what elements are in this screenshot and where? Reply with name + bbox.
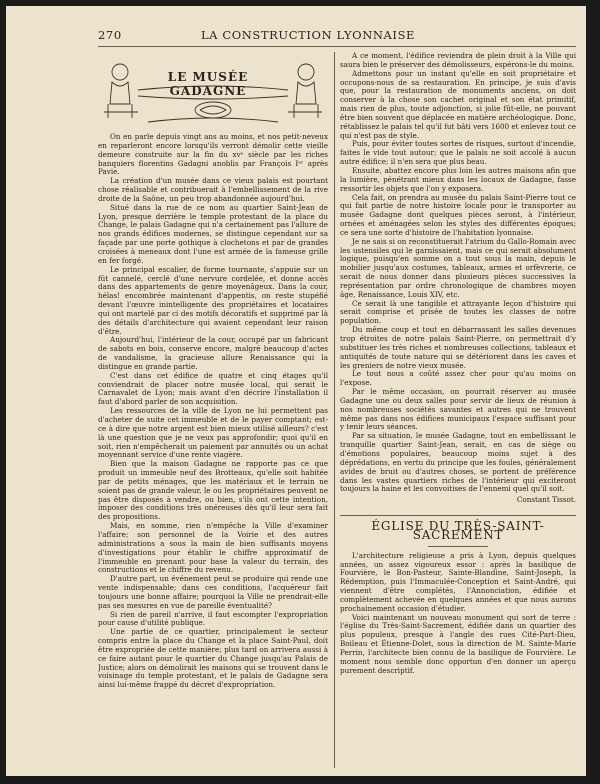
paragraph: Le principal escalier, de forme tournante, s'appuie sur un fût cannelé, cerclé d'une nervure cordelée, et donne accès dans des appartements de genre moyenâgeux. Dans la cour, hélas! encombrée maintenant d'appentis, on reste stupéfié devant l'œuvre inintelligente des propriétaires et locataires qui ont martelé par ci des motifs décoratifs et supprimé par là des détails d'architecture qui avaient cependant leur raison d'être.	[98, 264, 328, 336]
paragraph: Cela fait, on prendra au musée du palais Saint-Pierre tout ce qui fait partie de notre histoire locale pour le transporter au musée Gadagne dont quelques pièces seront, à l'intérieur, ornées et aménagées selon les styles des différentes époques; ce sera une sorte d'histoire de l'habitation lyonnaise.	[340, 192, 576, 237]
left-column	[98, 133, 328, 768]
paragraph: D'autre part, un événement peut se produire qui rende une vente indispensable; dans ces conditions, l'acquéreur fait toujours une bonne affaire; pourquoi la Ville ne prendrait-elle pas ses mesures en vue de pareille éventualité?	[98, 574, 328, 610]
paragraph: Admettons pour un instant qu'elle en soit propriétaire et occupons-nous de sa restauration. En principe, je suis d'avis que, pour la restauration de monuments anciens, on doit conserver à la chose son cachet original et son état primitif, mais rien de plus, toute adjonction, si jolie fût-elle, ne pouvant être bien souvent que déplacée en matière archéologique. Donc, rétablissez le palais tel qu'il fut bâti vers 1600 et enlevez tout ce qui n'est pas de style.	[340, 68, 576, 140]
paragraph: C'est dans cet édifice de quatre et cinq étages qu'il conviendrait de placer notre musée local, qui serait le Carnavalet de Lyon; mais avant d'en décrire l'installation il faut d'abord parler de son acquisition.	[98, 370, 328, 407]
article-banner	[98, 52, 328, 130]
paragraph: Aujourd'hui, l'intérieur de la cour, occupé par un fabricant de sabots en bois, conserve encore, malgré beaucoup d'actes de vandalisme, la gracieuse allure Renaissance qui la distingue en grande partie.	[98, 335, 328, 371]
paragraph: Situé dans la rue de ce nom au quartier Saint-Jean de Lyon, presque derrière le temple protestant de la place du Change, le palais Gadagne qui n'a certainement pas l'allure de nos grands édifices modernes, se distingue cependant sur sa façade par une porte gothique à clochetons et par de grandes croisées à meneaux dont l'une est armée de la fameuse grille en fer forgé.	[98, 202, 328, 265]
paragraph: Puis, pour éviter toutes sortes de risques, surtout d'incendie, faites le vide tout autour; que le palais ne soit accolé à aucun autre édifice; il n'en sera que plus beau.	[340, 139, 576, 167]
section-title: ÉGLISE DU TRÈS-SAINT-SACREMENT	[340, 515, 576, 540]
paragraph: Si rien de pareil n'arrive, il faut escompter l'expropriation pour cause d'utilité publique.	[98, 609, 328, 628]
journal-page	[6, 6, 586, 776]
paragraph: Les ressources de la ville de Lyon ne lui permettent pas d'acheter de suite cet immeuble et de le payer comptant; est-ce à dire que notre argent est bien mieux utilisé ailleurs? c'est là une question que je ne veux pas approfondir; quoi qu'il en soit, rien n'empêcherait un paiement par annuités ou un achat moyennant service d'une rente viagère.	[98, 406, 328, 460]
column-divider	[334, 52, 335, 768]
paragraph: La création d'un musée dans ce vieux palais est pourtant chose réalisable et contribuerait à l'embellissement de la rive droite de la Saône, un peu trop abandonnée aujourd'hui.	[98, 176, 328, 203]
paragraph: Une partie de ce quartier, principalement le secteur compris entre la place du Change et la place Saint-Paul, doit être expropriée de cette manière; plus tard on arrivera aussi à ce faire autant pour le quartier du Change jusqu'au Palais de Justice; alors on démolirait les maisons qui se trouvent dans le voisinage du temple protestant, et le palais de Gadagne sera ainsi lui-même frappé du décret d'expropriation.	[98, 627, 328, 690]
article-signature	[340, 496, 576, 505]
paragraph: On en parle depuis vingt ans au moins, et nos petit-neveux en reparleront encore lorsqu'ils verront démolir cette vieille demeure construite sur la fin du xvᵉ siècle par les riches banquiers florentins Gadagni anoblis par François Iᵉʳ après Pavie.	[98, 133, 328, 177]
article-title: LE MUSÉE GADAGNE	[167, 70, 249, 98]
paragraph: L'architecture religieuse a pris à Lyon, depuis quelques années, un assez vigoureux essor : après la basilique de Fourvière, le Bon-Pasteur, Sainte-Blandine, Saint-Joseph, la Rédemption, puis l'Immaculée-Conception et Saint-André, qui viennent d'être complétés, l'Annonciation, édifiée et complètement achevée en quelques années et que nous aurons prochainement occasion d'étudier.	[340, 550, 576, 613]
paragraph: Ce serait là une tangible et attrayante leçon d'histoire qui serait comprise et prisée de toutes les classes de notre population.	[340, 298, 576, 326]
paragraph: Mais, en somme, rien n'empêche la Ville d'examiner l'affaire; son personnel de la Voirie et des autres administrations a sous la main de bien suffisants moyens d'investigations pour établir le chiffre approximatif de l'immeuble en prenant pour base la valeur du terrain, des constructions et le chiffre du revenu.	[98, 521, 328, 575]
article1-continuation	[340, 52, 576, 494]
right-column	[340, 52, 576, 768]
section-title-rule	[428, 546, 488, 547]
page-header	[98, 28, 578, 44]
paragraph: Je ne sais si on reconstituerait l'atrium du Gallo-Romain avec les ustensiles qui le garnissaient, mais ce qui serait absolument logique, puisqu'en somme on a tout sous la main, depuis le mobilier jusqu'aux costumes, tableaux, armes et orfèvrerie, ce serait de nous donner dans plusieurs pièces successives la représentation par ordre chronologique de chambres moyen âge, Renaissance, Louis XIV, etc.	[340, 236, 576, 299]
paragraph: Du même coup et tout en débarrassant les salles devenues trop étroites de notre palais Saint-Pierre, on permettrait d'y substituer les très riches et nombreuses collections, tableaux et antiquités de toute nature qui se détériorent dans les caves et les greniers de notre vieux musée.	[340, 325, 576, 370]
paragraph: Par le même occasion, on pourrait réserver au musée Gadagne une ou deux salles pour servir de lieux de réunion à nos nombreuses sociétés savantes et autres qui ne trouvent même pas dans nos édifices municipaux l'espace suffisant pour y tenir leurs séances.	[340, 387, 576, 432]
paragraph: Voici maintenant un nouveau monument qui sort de terre : l'église du Très-Saint-Sacrement, édifiée dans un quartier des plus populeux, presque à l'angle des rues Cité-Part-Dieu, Boileau et Étienne-Dolet, sous la direction de M. Sainte-Marie Perrin, l'architecte bien connu de la basilique de Fourvière. Le moment nous semble donc opportun d'en donner un aperçu purement descriptif.	[340, 612, 576, 675]
paragraph: Le tout nous a coûté assez cher pour qu'au moins on l'expose.	[340, 369, 576, 388]
paragraph: Ensuite, abattez encore plus loin les autres maisons afin que la lumière, pénétrant mieux dans les locaux de Gadagne, fasse ressortir les objets que l'on y exposera.	[340, 165, 576, 193]
header-rule	[98, 46, 576, 47]
paragraph: Par sa situation, le musée Gadagne, tout en embellissant le tranquille quartier Saint-Jean, serait, en cas de siège ou d'émotions populaires, beaucoup moins sujet à des déprédations, en vertu du principe que les foules, généralement avides de bruit ou d'autres choses, se portent de préférence dans les vastes quartiers riches de l'intérieur qui exciteront toujours la haine et les convoitises de l'ennemi quel qu'il soit.	[340, 431, 576, 494]
paragraph: Bien que la maison Gadagne ne rapporte pas ce que produit un immeuble neuf des Brotteaux, qu'elle soit habitée par de petits ménages, que les matériaux et le terrain ne soient pas de grande valeur, le ou les propriétaires peuvent ne pas être disposés à vendre, ou bien, s'ils ont cette intention, imposer des conditions très onéreuses dès qu'il leur sera fait des propositions.	[98, 459, 328, 522]
page-number: 270	[98, 28, 122, 42]
journal-title: LA CONSTRUCTION LYONNAISE	[200, 28, 416, 42]
article2-body	[340, 552, 576, 676]
paragraph: A ce moment, l'édifice reviendra de plein droit à la Ville qui saura bien le préserver des démolisseurs, espérons-le du moins.	[340, 52, 576, 69]
author-signature: Constant Tissot.	[516, 495, 576, 505]
